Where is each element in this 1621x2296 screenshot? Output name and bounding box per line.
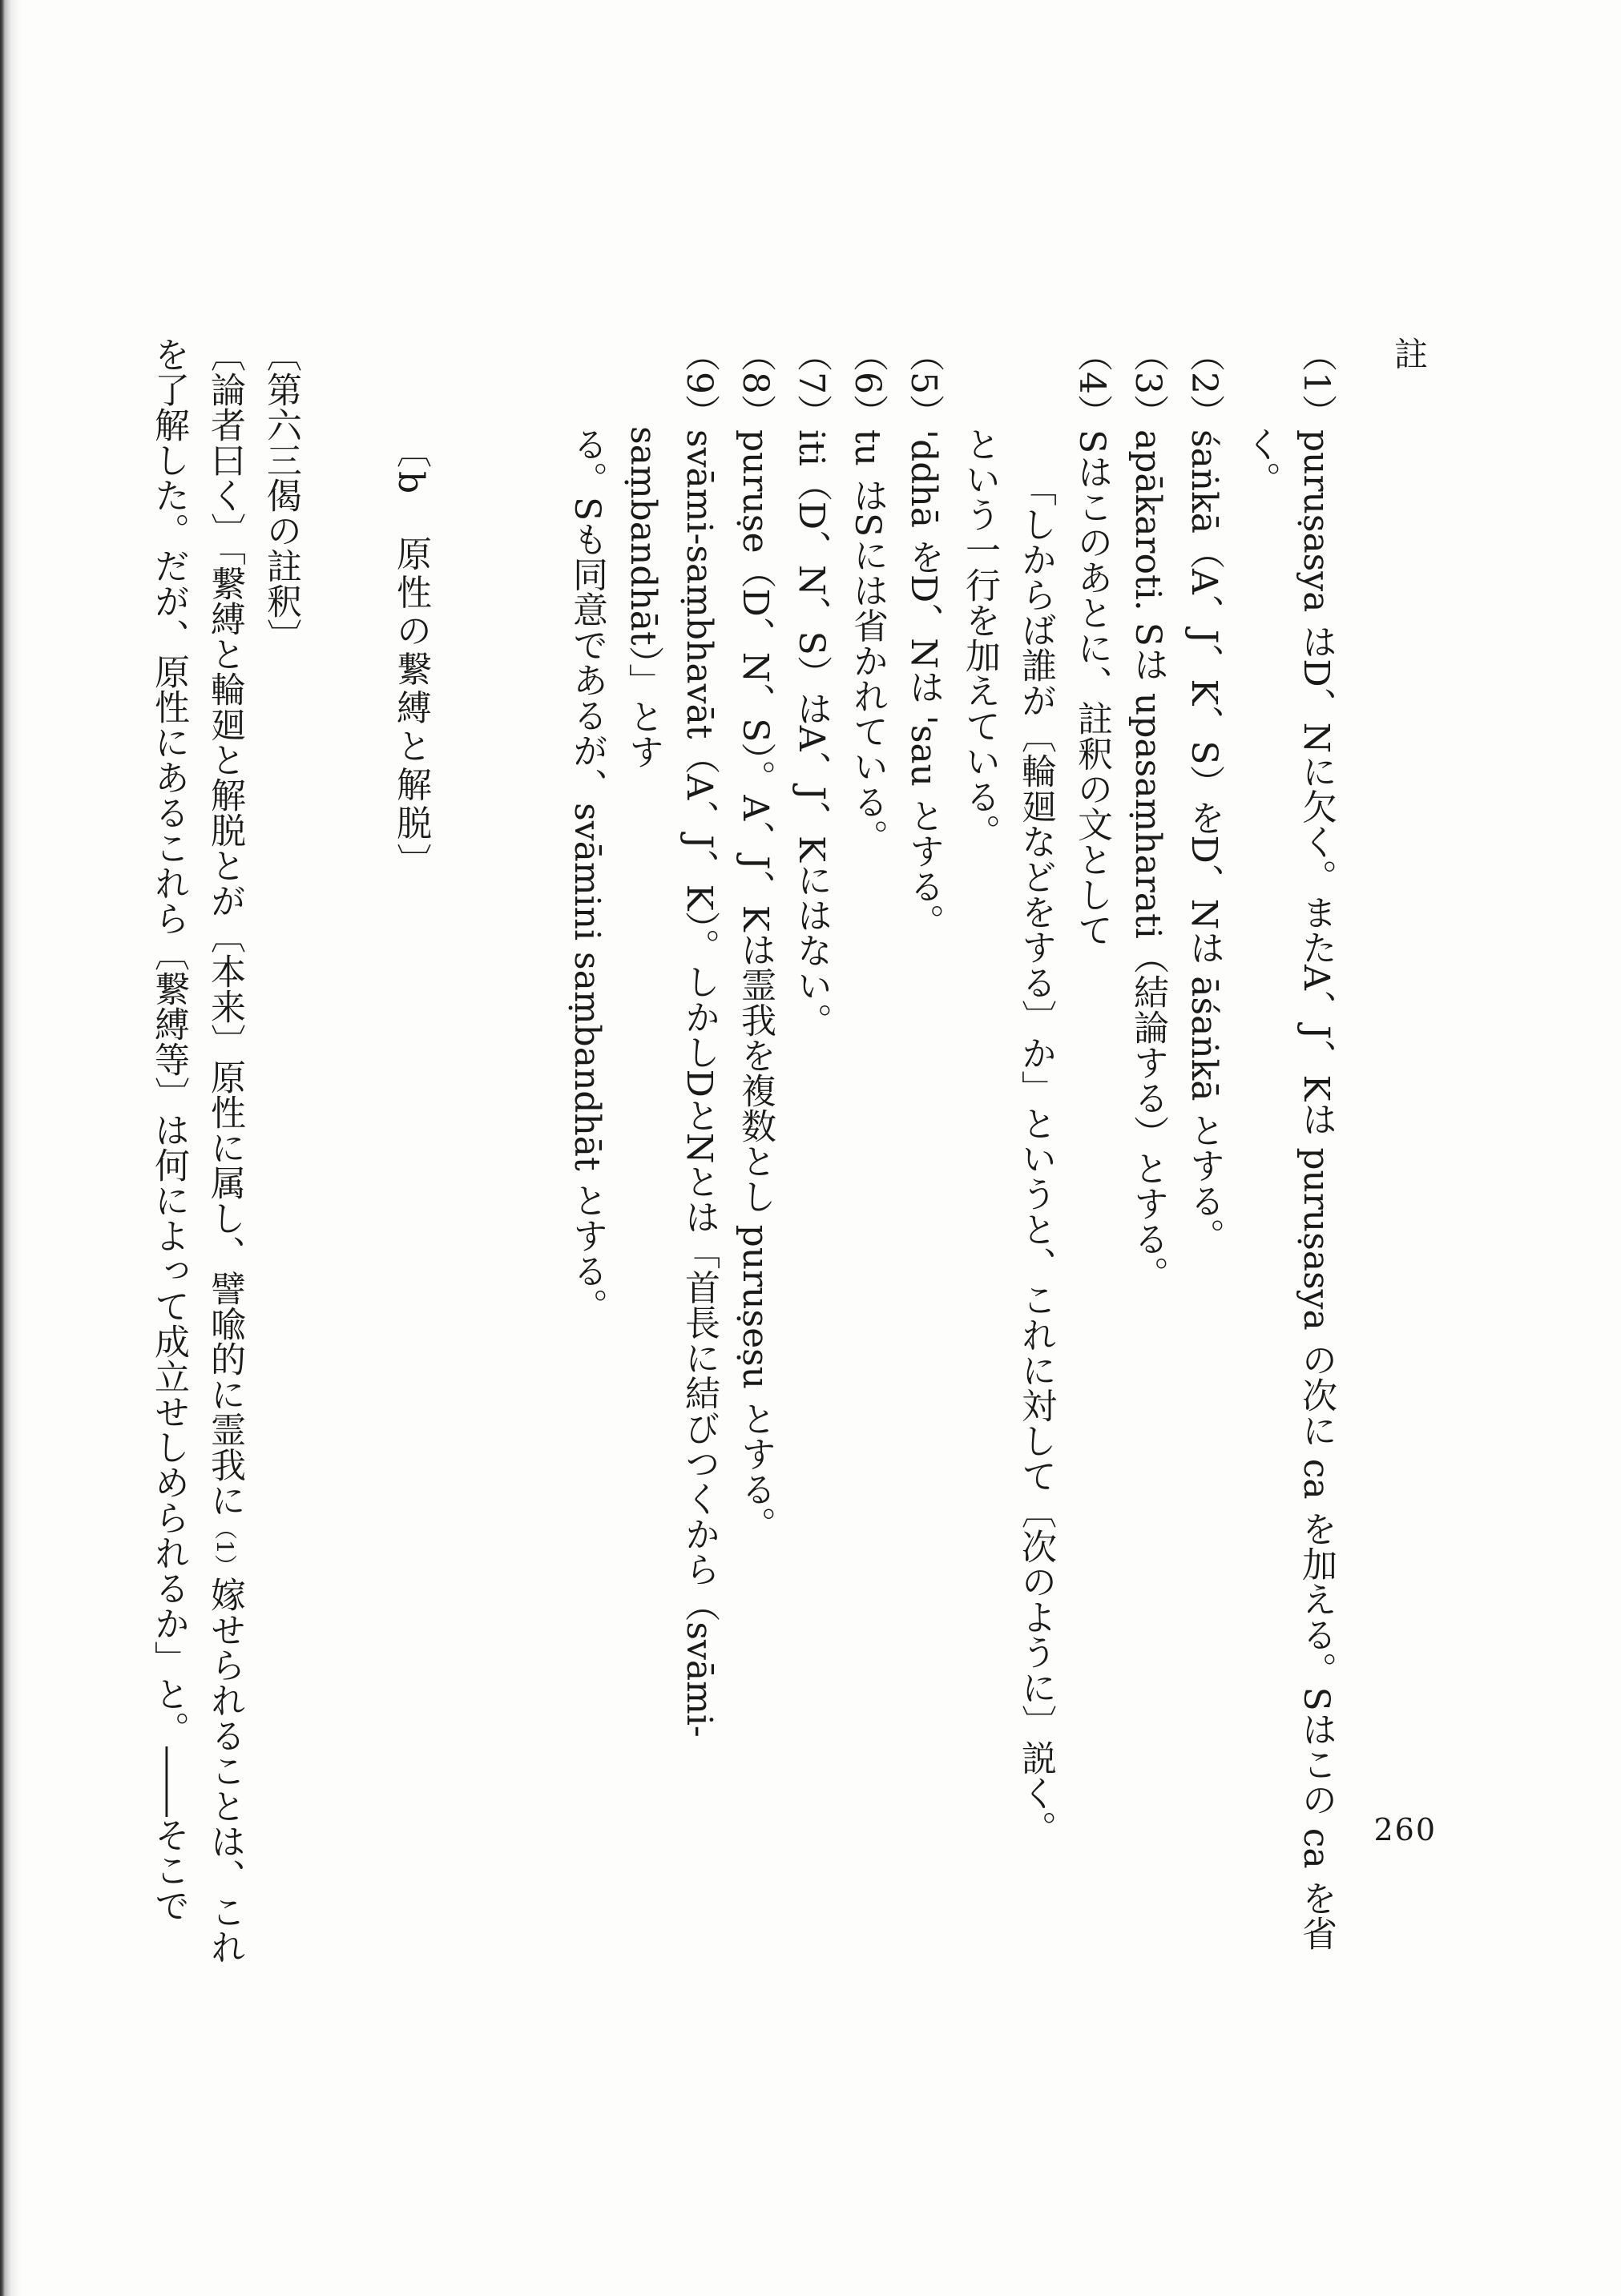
note-9: （9）svāmi-saṃbhavāt（A、J、K）。しかしDとNとは「首長に結びつくから（svāmi-saṃbandhāt）」とす bbox=[623, 336, 720, 1738]
note-4-quote: 「しからば誰が〔輪廻などをする〕か」というと、これに対して〔次のように〕説く。 bbox=[1015, 471, 1056, 1846]
footnote-ref-1: （1） bbox=[212, 1517, 238, 1577]
note-1: （1）puruṣasya はD、Nに欠く。またA、J、Kは puruṣasya の次に ca を加える。Sはこの ca を省く。 bbox=[1240, 336, 1337, 1951]
section-heading: 〔b 原性の繋縛と解脱〕 bbox=[390, 433, 431, 882]
commentary-label: 〔第六三偈の註釈〕 bbox=[260, 336, 301, 654]
note-4: （4）Sはこのあとに、註釈の文として bbox=[1071, 336, 1112, 948]
page-content bbox=[148, 336, 1437, 1979]
note-9-tail: る。Sも同意であるが、svāmini saṃbandhāt とする。 bbox=[567, 426, 607, 1323]
note-4-tail: という一行を加えている。 bbox=[959, 426, 1000, 849]
note-2: （2）śaṅkā（A、J、K、S）をD、Nは āśaṅkā とする。 bbox=[1183, 336, 1224, 1254]
body-line-1-part-2: 嫁せられることは、これ bbox=[204, 1576, 245, 1964]
note-6: （6）tu はSには省かれている。 bbox=[847, 336, 888, 855]
page-number: 260 bbox=[1373, 1812, 1437, 1847]
body-line-2: を了解した。だが、原性にあるこれら〔繋縛等〕は何によって成立せしめられるか」と。――そこで bbox=[148, 336, 189, 1923]
note-7: （7）iti（D、N、S）はA、J、Kにはない。 bbox=[791, 336, 832, 1039]
note-3: （3）apākaroti. Sは upasaṃharati（結論する）とする。 bbox=[1127, 336, 1168, 1291]
body-line-1-part-1: 〔論者曰く〕「繋縛と輪廻と解脱とが〔本来〕原性に属し、譬喩的に霊我に bbox=[204, 336, 245, 1517]
body-line-1 bbox=[196, 336, 252, 1979]
binding-edge bbox=[0, 0, 21, 2296]
notes-title: 註 bbox=[1389, 336, 1429, 377]
note-5: （5）'ddhā をD、Nは 'sau とする。 bbox=[903, 336, 944, 939]
note-8: （8）puruṣe（D、N、S）。A、J、Kは霊我を複数とし puruṣeṣu とする。 bbox=[735, 336, 776, 1542]
